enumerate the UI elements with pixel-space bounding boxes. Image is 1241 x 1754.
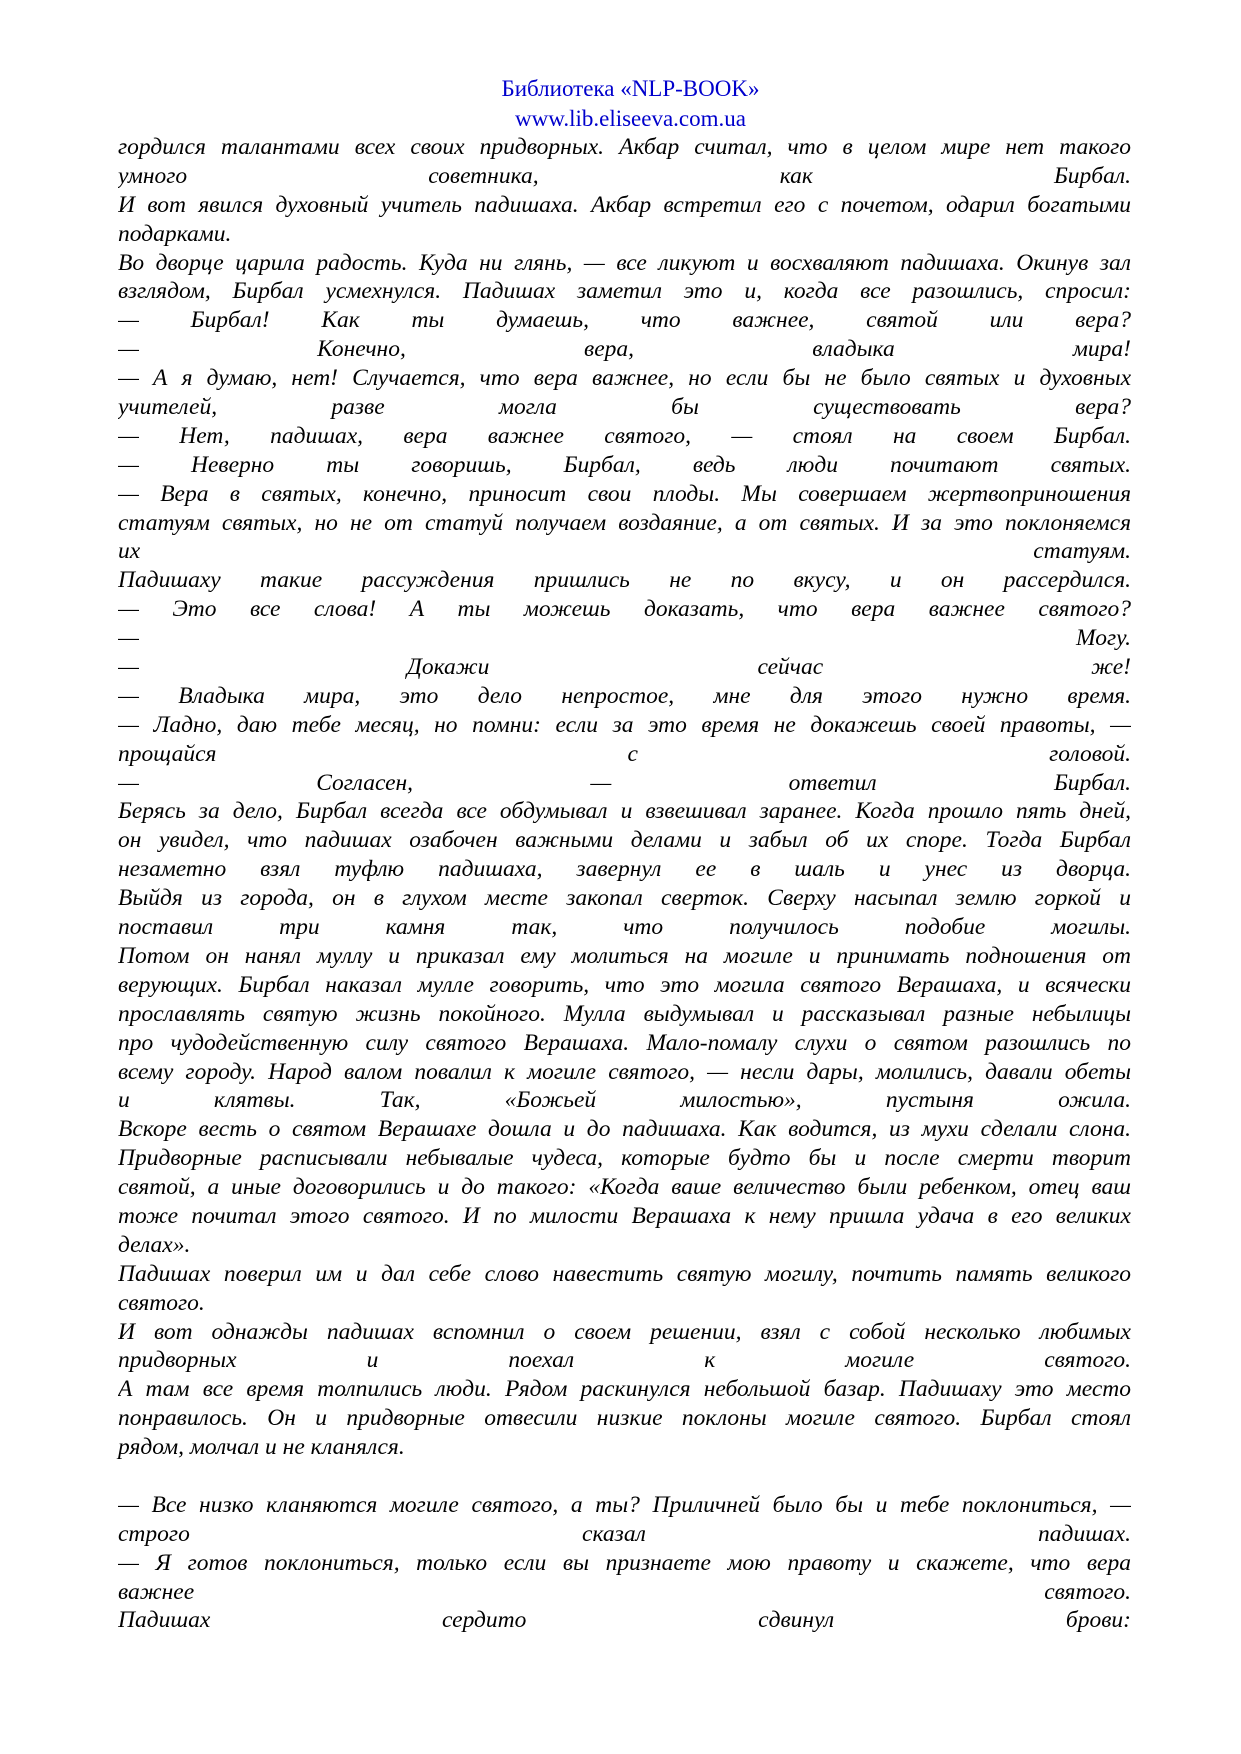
text-line: Выйдя из города, он в глухом месте закопал сверток. Сверху насыпал землю горкой и — [118, 885, 1131, 912]
text-line: — Могу. — [118, 625, 1131, 652]
text-line: про чудодейственную силу святого Верашаха. Мало-помалу слухи о святом разошлись по — [118, 1029, 1131, 1056]
text-line: Потом он нанял муллу и приказал ему молиться на могиле и принимать подношения от — [118, 942, 1131, 969]
text-line: И вот однажды падишах вспомнил о своем решении, взял с собой несколько любимых — [118, 1318, 1131, 1345]
text-line: Падишах сердито сдвинул брови: — [118, 1607, 1131, 1634]
text-line: — Бирбал! Как ты думаешь, что важнее, святой или вера? — [118, 307, 1131, 334]
text-line — [118, 1462, 1131, 1491]
text-line: — Согласен, — ответил Бирбал. — [118, 769, 1131, 796]
text-line: прославлять святую жизнь покойного. Мулла выдумывал и рассказывал разные небылицы — [118, 1000, 1131, 1027]
text-line: поставил три камня так, что получилось подобие могилы. — [118, 914, 1131, 941]
text-line: — Вера в святых, конечно, приносит свои плоды. Мы совершаем жертвоприношения — [118, 480, 1131, 507]
text-line: прощайся с головой. — [118, 740, 1131, 767]
text-line: рядом, молчал и не кланялся. — [118, 1434, 405, 1461]
text-line: учителей, разве могла бы существовать вера? — [118, 394, 1131, 421]
text-line: А там все время толпились люди. Рядом раскинулся небольшой базар. Падишаху это место — [118, 1376, 1131, 1403]
text-line: Падишах поверил им и дал себе слово навестить святую могилу, почтить память великого — [118, 1260, 1131, 1287]
text-line: святой, а иные договорились и до такого: «Когда ваше величество были ребенком, отец ваш — [118, 1174, 1131, 1201]
text-line: всему городу. Народ валом повалил к могиле святого, — несли дары, молились, давали обеты — [118, 1058, 1131, 1085]
text-line: понравилось. Он и придворные отвесили низкие поклоны могиле святого. Бирбал стоял — [118, 1405, 1131, 1432]
text-line: Вскоре весть о святом Верашахе дошла и до падишаха. Как водится, из мухи сделали слона. — [118, 1116, 1131, 1143]
text-line: придворных и поехал к могиле святого. — [118, 1347, 1131, 1374]
text-line: — Я готов поклониться, только если вы признаете мою правоту и скажете, что вера — [118, 1549, 1131, 1576]
text-line: — А я думаю, нет! Случается, что вера важнее, но если бы не было святых и духовных — [118, 365, 1131, 392]
document-body — [118, 133, 1131, 1635]
text-line: — Все низко кланяются могиле святого, а ты? Приличней было бы и тебе поклониться, — — [118, 1491, 1131, 1518]
text-line: Падишаху такие рассуждения пришлись не по вкусу, и он рассердился. — [118, 567, 1131, 594]
text-line: И вот явился духовный учитель падишаха. Акбар встретил его с почетом, одарил богатыми — [118, 191, 1131, 218]
text-line: верующих. Бирбал наказал мулле говорить, что это могила святого Верашаха, и всячески — [118, 971, 1131, 998]
library-title: Библиотека «NLP-BOOK» — [501, 76, 760, 101]
text-line: — Ладно, даю тебе месяц, но помни: если за это время не докажешь своей правоты, — — [118, 711, 1131, 738]
text-line: строго сказал падишах. — [118, 1520, 1131, 1547]
text-line: важнее святого. — [118, 1578, 1131, 1605]
text-line: Во дворце царила радость. Куда ни глянь, — все ликуют и восхваляют падишаха. Окинув зал — [118, 249, 1131, 276]
text-line: Берясь за дело, Бирбал всегда все обдумывал и взвешивал заранее. Когда прошло пять дней, — [118, 798, 1131, 825]
text-line: незаметно взял туфлю падишаха, завернул ее в шаль и унес из дворца. — [118, 856, 1131, 883]
text-line: делах». — [118, 1231, 191, 1258]
text-line: он увидел, что падишах озабочен важными делами и забыл об их споре. Тогда Бирбал — [118, 827, 1131, 854]
text-line: и клятвы. Так, «Божьей милостью», пустыня ожила. — [118, 1087, 1131, 1114]
text-line: Придворные расписывали небывалые чудеса, которые будто бы и после смерти творит — [118, 1145, 1131, 1172]
text-line: святого. — [118, 1289, 205, 1316]
text-line: — Неверно ты говоришь, Бирбал, ведь люди почитают святых. — [118, 451, 1131, 478]
text-line: — Владыка мира, это дело непростое, мне для этого нужно время. — [118, 682, 1131, 709]
text-line: — Это все слова! А ты можешь доказать, что вера важнее святого? — [118, 596, 1131, 623]
text-line: — Конечно, вера, владыка мира! — [118, 336, 1131, 363]
text-line: тоже почитал этого святого. И по милости Верашаха к нему пришла удача в его великих — [118, 1202, 1131, 1229]
text-line: — Докажи сейчас же! — [118, 654, 1131, 681]
text-line: подарками. — [118, 220, 232, 247]
text-line: взглядом, Бирбал усмехнулся. Падишах заметил это и, когда все разошлись, спросил: — [118, 278, 1131, 305]
text-line: их статуям. — [118, 538, 1131, 565]
text-line: умного советника, как Бирбал. — [118, 162, 1131, 189]
text-line: — Нет, падишах, вера важнее святого, — стоял на своем Бирбал. — [118, 422, 1131, 449]
text-line: гордился талантами всех своих придворных. Акбар считал, что в целом мире нет такого — [118, 134, 1131, 160]
text-line: статуям святых, но не от статуй получаем воздаяние, а от святых. И за это поклоняемся — [118, 509, 1131, 536]
library-website-link[interactable]: www.lib.eliseeva.com.ua — [515, 106, 746, 131]
